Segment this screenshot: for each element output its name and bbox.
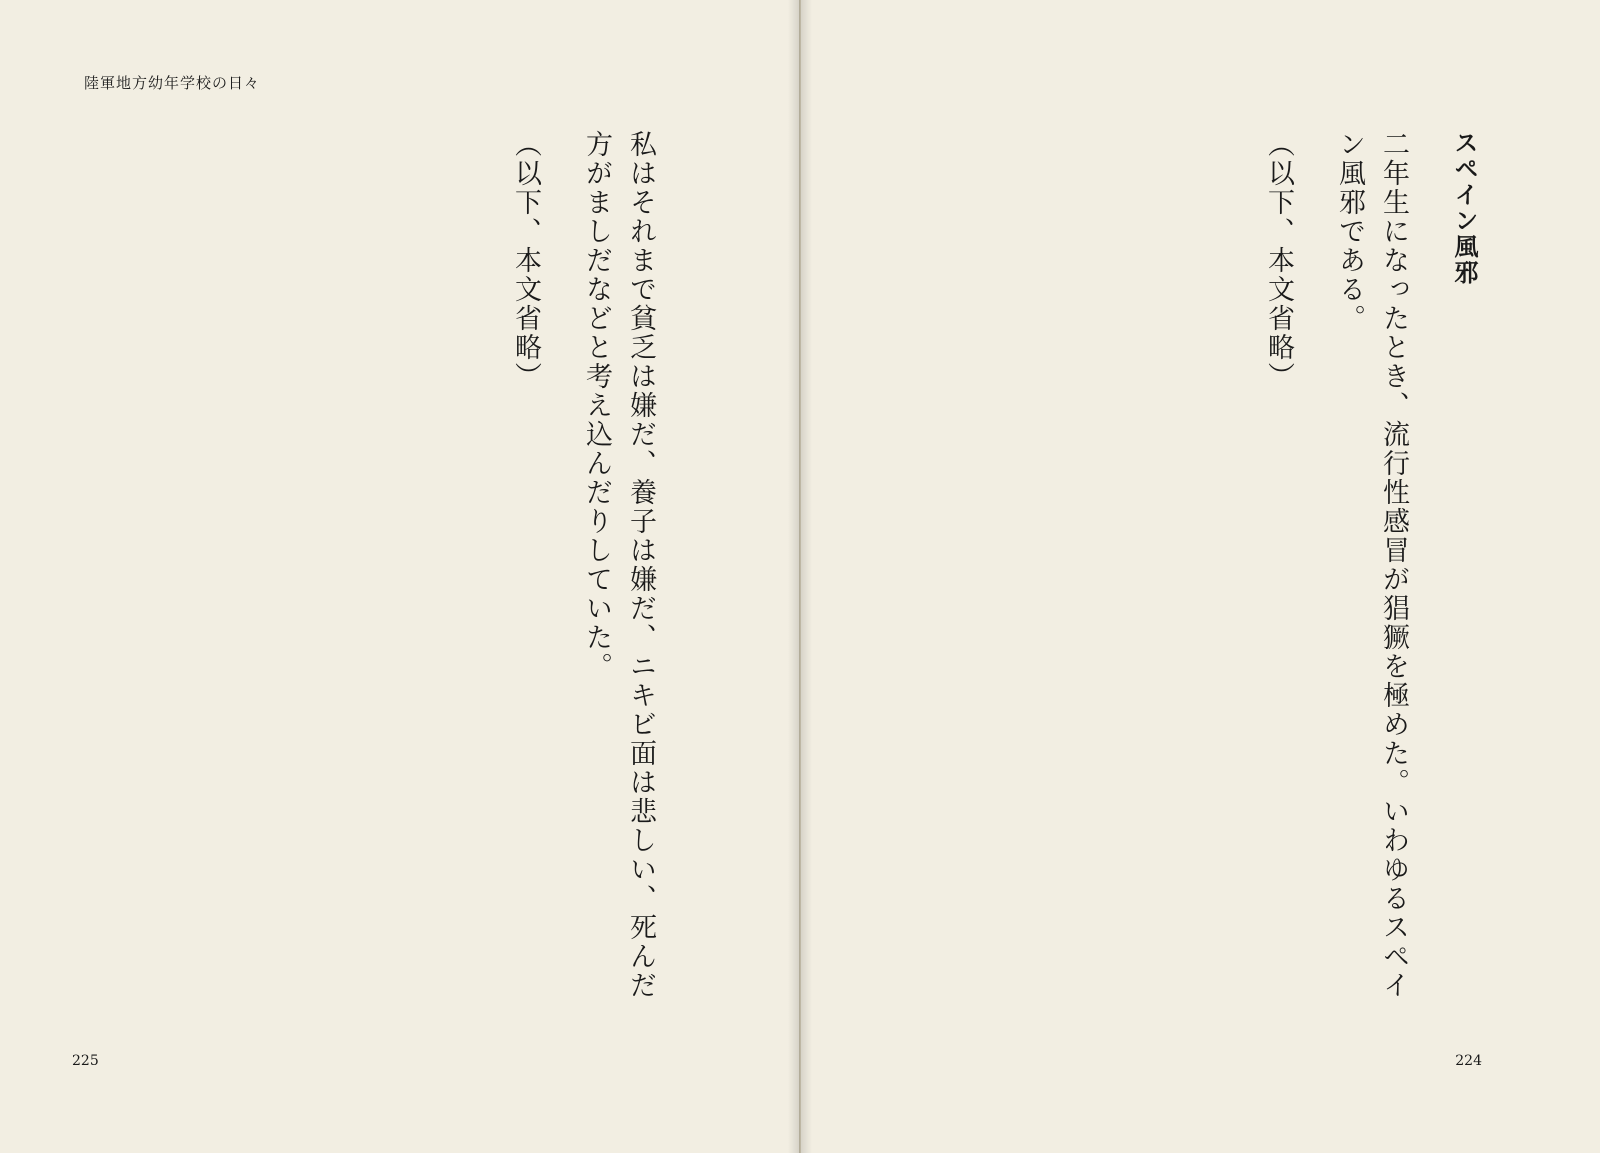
right-page bbox=[800, 0, 1600, 1153]
left-page-number: 225 bbox=[72, 1053, 99, 1069]
left-omission-note: （以下、本文省略） bbox=[510, 130, 541, 391]
right-page-text bbox=[870, 130, 1510, 1010]
right-omission-note: （以下、本文省略） bbox=[1263, 130, 1294, 391]
right-page-number: 224 bbox=[1455, 1053, 1482, 1069]
running-head: 陸軍地方幼年学校の日々 bbox=[84, 74, 261, 92]
section-heading: スペイン風邪 bbox=[1450, 130, 1478, 286]
left-page-excerpt: 私はそれまで貧乏は嫌だ、養子は嫌だ、ニキビ面は悲しい、死んだ方がましだなどと考え込んだりしていた。 bbox=[581, 130, 656, 1000]
left-page-text bbox=[69, 130, 689, 1010]
right-page-excerpt: 二年生になったとき、流行性感冒が猖獗を極めた。いわゆるスペイン風邪である。 bbox=[1334, 130, 1409, 1000]
